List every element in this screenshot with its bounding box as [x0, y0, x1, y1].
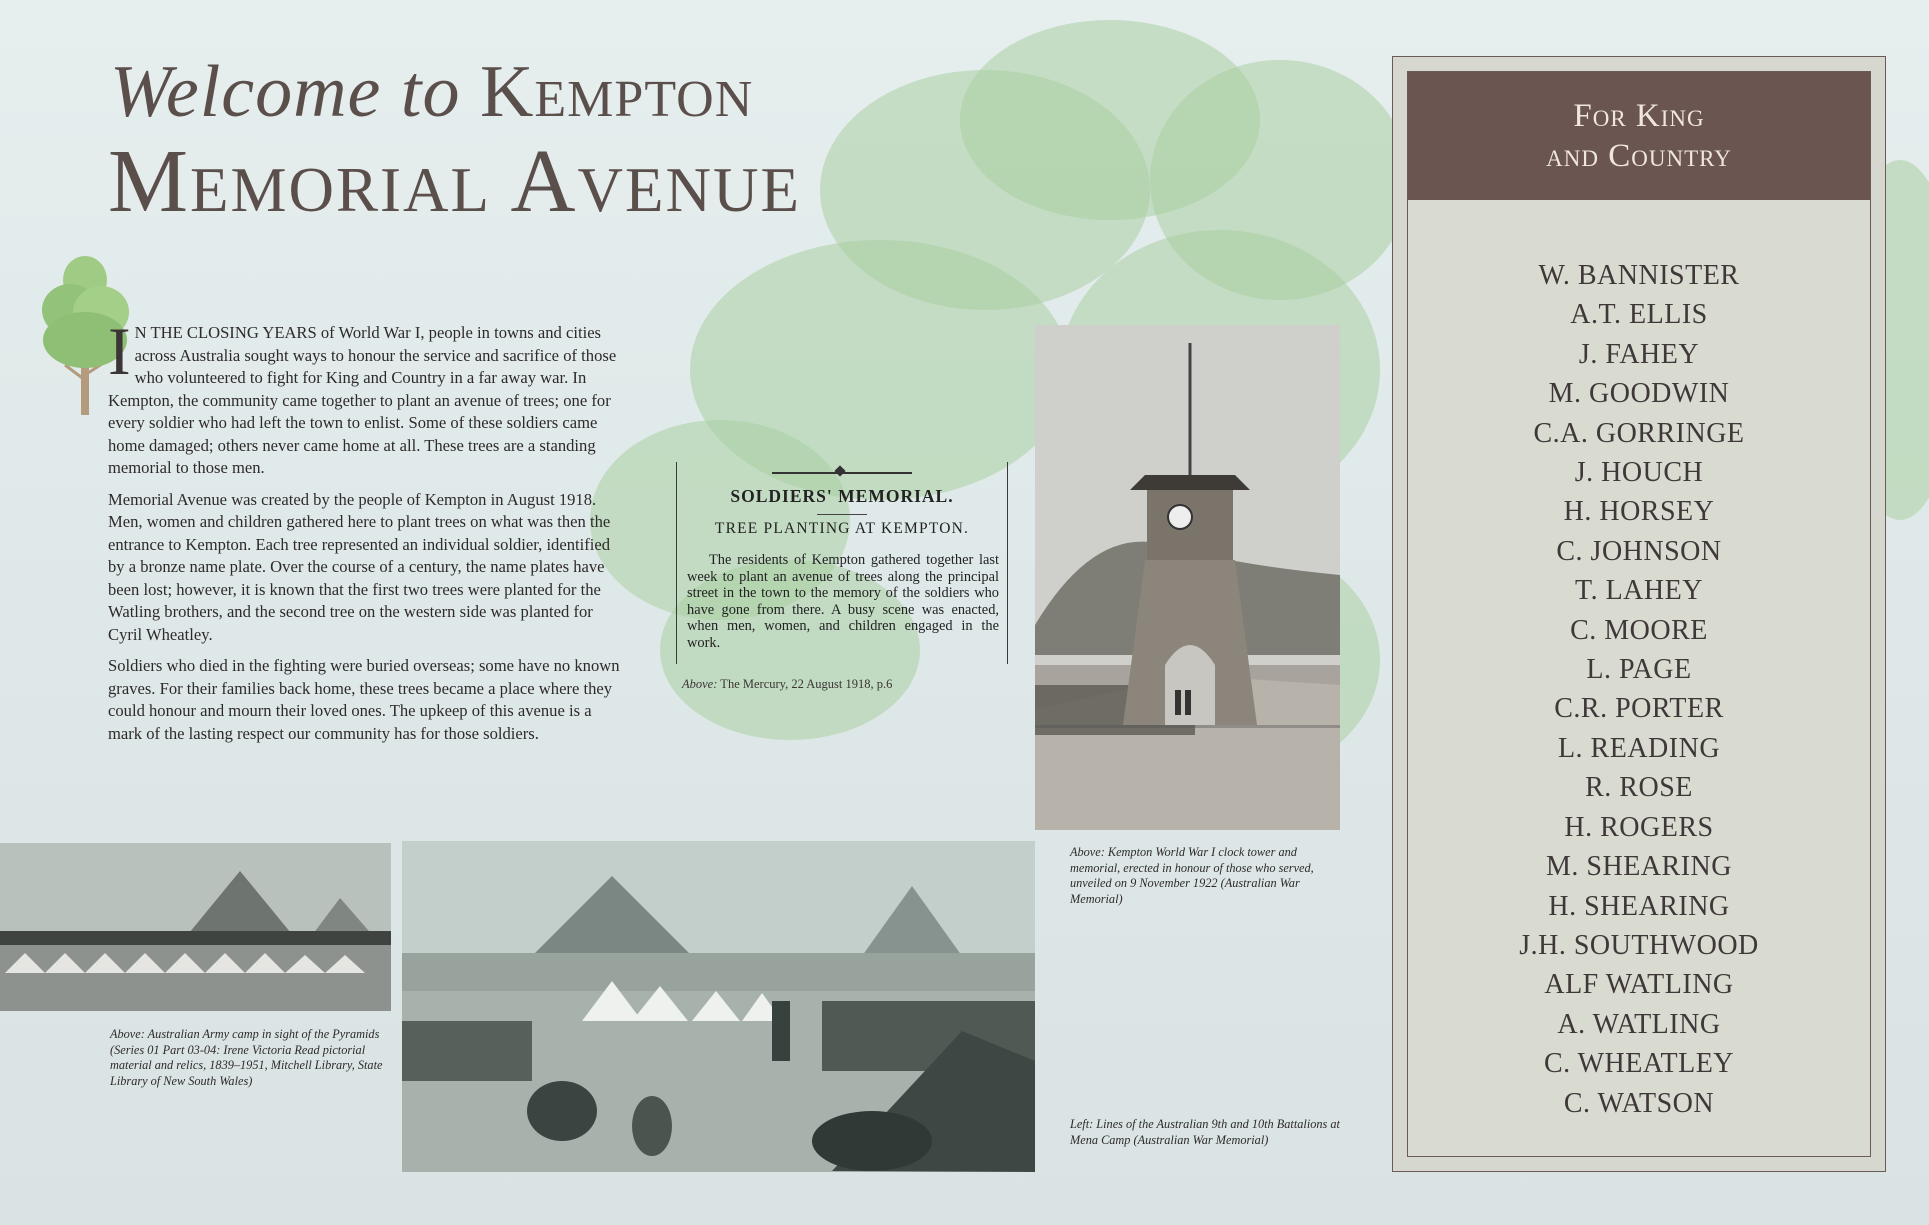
caption-prefix: Above:	[682, 677, 718, 691]
clipping-headline: SOLDIERS' MEMORIAL.	[730, 486, 954, 506]
intro-paragraph-2: Memorial Avenue was created by the people of Kempton in August 1918. Men, women and children gathered here to plant trees on what was then the entrance to Kempton. Each tree represented an individual soldier, identified by a bronze name plate. Over the course of a century, the name plates have been lost; however, it is known that the first two trees were planted for the Watling brothers, and the second tree on the western side was planted for Cyril Wheatley.	[108, 489, 611, 644]
title-welcome	[110, 50, 753, 135]
title-welcome-text: Welcome to	[110, 51, 461, 133]
clipping-caption	[682, 677, 892, 692]
clipping-subhead: TREE PLANTING AT KEMPTON.	[714, 520, 970, 537]
clipping-ornament	[834, 465, 845, 476]
soldier-name: R. ROSE	[1585, 772, 1693, 804]
newspaper-clipping	[676, 462, 1008, 664]
intro-text	[108, 313, 620, 754]
soldier-name: W. BANNISTER	[1538, 260, 1740, 291]
army-camp-caption: Above: Australian Army camp in sight of the Pyramids (Series 01 Part 03-04: Irene Victoria Read pictorial material and relics, 1839–1951, Mitchell Library, State Library of New South Wales)	[110, 1027, 383, 1088]
caption-rest: 22 August 1918, p.6	[788, 677, 893, 691]
clipping-divider	[817, 514, 867, 515]
honour-roll-panel	[1392, 56, 1886, 1172]
soldier-name: J. HOUCH	[1574, 457, 1704, 489]
soldier-name: ALF WATLING	[1544, 969, 1734, 1001]
soldier-name: C. WHEATLEY	[1543, 1048, 1735, 1080]
soldier-name: M. SHEARING	[1546, 851, 1732, 883]
clock-tower-photo	[1035, 325, 1340, 830]
intro-paragraph-3: Soldiers who died in the fighting were buried overseas; some have no known graves. For their families back home, these trees became a place where they could honour and mourn their loved ones. The upkeep of this avenue is a mark of the lasting respect our community has for those soldiers.	[108, 656, 620, 743]
drop-cap: I	[108, 313, 131, 389]
soldier-name: C. JOHNSON	[1556, 535, 1722, 567]
intro-paragraph-1	[108, 313, 620, 480]
clock-tower-caption: Above: Kempton World War I clock tower and memorial, erected in honour of those who served, unveiled on 9 November 1922 (Australian War Memorial)	[1070, 845, 1314, 906]
soldier-name: C.A. GORRINGE	[1533, 417, 1745, 449]
honour-roll-names	[1408, 256, 1870, 1123]
clipping-body: The residents of Kempton gathered together last week to plant an avenue of trees along the principal street in the town to the memory of the soldiers who have gone from there. A busy scene was enacted, when men, women, and children engaged in the work.	[687, 552, 999, 651]
soldier-name: L. READING	[1557, 732, 1721, 764]
intro-lead: N THE CLOSING YEARS	[134, 323, 317, 342]
soldier-name: M. GOODWIN	[1548, 378, 1730, 410]
mena-camp-photo	[402, 841, 1035, 1172]
soldier-name: C. MOORE	[1570, 614, 1708, 646]
soldier-name: J. FAHEY	[1578, 338, 1700, 370]
soldier-name: H. HORSEY	[1563, 496, 1715, 528]
title-place: Kempton	[479, 51, 754, 133]
soldier-name: H. SHEARING	[1548, 890, 1730, 922]
soldier-name: C.R. PORTER	[1554, 693, 1724, 725]
soldier-name: J.H. SOUTHWOOD	[1519, 929, 1759, 961]
mena-camp-caption: Left: Lines of the Australian 9th and 10th Battalions at Mena Camp (Australian War Memorial)	[1070, 1117, 1340, 1147]
title-avenue: Memorial Avenue	[108, 132, 801, 231]
caption-source: The Mercury,	[717, 677, 789, 691]
soldier-name: A.T. ELLIS	[1570, 299, 1708, 331]
soldier-name: C. WATSON	[1563, 1087, 1715, 1119]
intro-p1-text: of World War I, people in towns and cities across Australia sought ways to honour the service and sacrifice of those who volunteered to fight for King and Country in a far away war. In Kempton, the community came together to plant an avenue of trees; one for every soldier who had left the town to enlist. Some of these soldiers came home damaged; others never came home at all. These trees are a standing memorial to those men.	[108, 323, 617, 477]
soldier-name: L. PAGE	[1586, 654, 1692, 686]
honour-roll-frame	[1407, 71, 1871, 1157]
soldier-name: A. WATLING	[1557, 1008, 1721, 1040]
honour-roll-heading	[1408, 72, 1870, 200]
soldier-name: H. ROGERS	[1564, 811, 1714, 843]
army-camp-photo	[0, 843, 391, 1011]
honour-roll-heading-line1: For King	[1573, 98, 1705, 134]
honour-roll-heading-line2: and Country	[1546, 138, 1732, 174]
soldier-name: T. LAHEY	[1575, 575, 1703, 607]
